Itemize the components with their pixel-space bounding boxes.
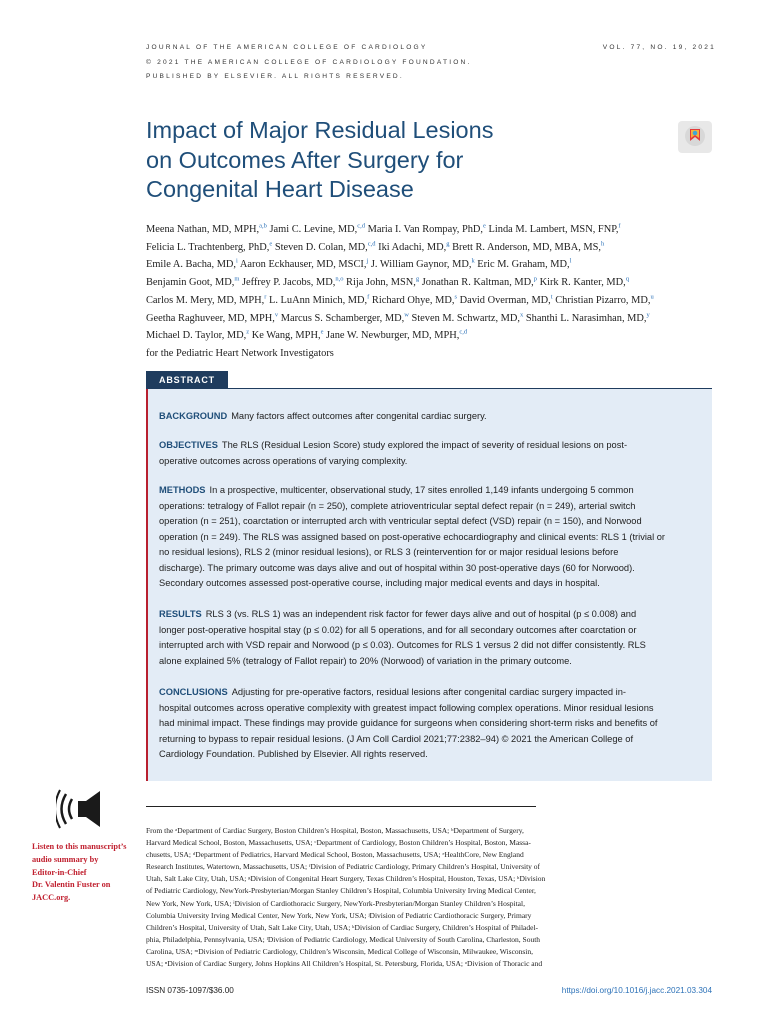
abstract-text: hospital outcomes across operative complexity with greatest impact following complex operations. Minor residual lesions xyxy=(159,702,654,713)
abstract-text: Many factors affect outcomes after congenital cardiac surgery. xyxy=(231,411,487,421)
affiliations xyxy=(146,825,636,970)
author-name: Ke Wang, MPH, xyxy=(249,330,321,342)
affiliation-marker[interactable]: j xyxy=(366,257,369,265)
volume-info: VOL. 77, NO. 19, 2021 xyxy=(602,44,716,51)
article-title xyxy=(146,116,616,205)
abstract-text: discharge). The primary outcome was days alive and out of hospital within 30 post-operative days (60 for Norwood). xyxy=(159,562,635,573)
affiliation-line: Research Institutes, Watertown, Massachusetts, USA; ᶠDivision of Pediatric Cardiology, Primary Children’s Hospital, University of xyxy=(146,862,541,872)
abstract-line xyxy=(159,607,707,623)
abstract-text: operations: tetralogy of Fallot repair (n = 250), complete atrioventricular septal defect repair (n = 249), arterial switch xyxy=(159,500,636,511)
abstract-section-conclusions xyxy=(159,685,707,763)
abstract-line xyxy=(159,545,707,561)
author-name: Rija John, MSN, xyxy=(343,277,416,289)
author-name: Shanthi L. Narasimhan, MD, xyxy=(523,312,647,324)
affiliation-marker[interactable]: s xyxy=(454,293,457,301)
affiliation-marker[interactable]: g xyxy=(446,240,450,248)
author-name: Christian Pizarro, MD, xyxy=(552,294,651,306)
affiliation-marker[interactable]: g xyxy=(415,275,420,283)
abstract-line xyxy=(159,561,707,577)
abstract-text: longer post-operative hospital stay (p ≤ 0.02) for all 5 operations, and for all secondary outcomes after coarctation or xyxy=(159,624,637,635)
author-name: Jonathan R. Kaltman, MD, xyxy=(419,277,534,289)
affiliation-marker[interactable]: f xyxy=(367,293,370,301)
abstract-text: Adjusting for pre-operative factors, residual lesions after congenital cardiac surgery impacted in- xyxy=(231,687,626,697)
abstract-section-objectives xyxy=(159,438,707,469)
author-name: Richard Ohye, MD, xyxy=(369,294,455,306)
author-name: Meena Nathan, MD, MPH, xyxy=(146,224,260,235)
abstract-line xyxy=(159,747,707,763)
abstract-section-label: BACKGROUND xyxy=(159,411,228,421)
abstract-text: The RLS (Residual Lesion Score) study explored the impact of severity of residual lesions on post- xyxy=(221,440,628,450)
doi-link[interactable]: https://doi.org/10.1016/j.jacc.2021.03.304 xyxy=(561,986,712,995)
author-name: Steven D. Colan, MD, xyxy=(272,241,368,253)
audio-line: Listen to this manuscript’s xyxy=(32,842,127,851)
author-name: J. William Gaynor, MD, xyxy=(368,259,472,271)
author-name: Brett R. Anderson, MD, MBA, MS, xyxy=(449,241,602,253)
author-list xyxy=(146,221,721,363)
author-name: Linda M. Lambert, MSN, FNP, xyxy=(485,224,619,235)
affiliation-marker[interactable]: v xyxy=(274,311,279,319)
abstract-section-label: OBJECTIVES xyxy=(159,440,218,450)
abstract-text: had minimal impact. These findings may provide guidance for surgeons when considering short-term risks and benefits of xyxy=(159,718,658,728)
abstract-text: Secondary outcomes assessed post-operative course, including major medical events and days in hospital. xyxy=(159,578,600,588)
affiliation-line: Utah, Salt Lake City, Utah, USA; ᵍDivision of Congenital Heart Surgery, Texas Children’s Hospital, Houston, Texas, USA; ʰDivision xyxy=(146,874,546,884)
abstract-line xyxy=(159,623,707,639)
title-line-3: Congenital Heart Disease xyxy=(146,176,414,202)
affiliation-line: Children’s Hospital, University of Utah, Salt Lake City, Utah, USA; ᵏDivision of Cardiac Surgery, Children’s Hospital of Philadel- xyxy=(146,922,539,932)
author-line xyxy=(146,292,721,310)
abstract-text: RLS 3 (vs. RLS 1) was an independent risk factor for fewer days alive and out of hospital (p ≤ 0.008) and xyxy=(205,609,637,619)
author-line xyxy=(146,310,721,328)
abstract-line xyxy=(159,514,707,530)
affiliation-marker[interactable]: l xyxy=(569,257,572,265)
crossmark-icon[interactable] xyxy=(678,121,712,153)
author-name: Jane W. Newburger, MD, MPH, xyxy=(323,330,460,342)
author-line xyxy=(146,327,721,345)
abstract-line xyxy=(159,454,707,470)
author-name: Jami C. Levine, MD, xyxy=(266,224,358,235)
affiliation-marker[interactable]: y xyxy=(646,311,650,319)
affiliation-marker[interactable]: c,d xyxy=(357,222,365,230)
abstract-accent-bar xyxy=(146,388,148,781)
affiliation-marker[interactable]: n,o xyxy=(335,275,344,283)
audio-line: JACC.org. xyxy=(32,893,71,903)
issn: ISSN 0735-1097/$36.00 xyxy=(146,986,234,995)
author-line xyxy=(146,239,721,257)
author-line xyxy=(146,256,721,274)
author-name: Marcus S. Schamberger, MD, xyxy=(278,312,405,324)
affiliation-marker[interactable]: z xyxy=(246,328,250,336)
abstract-line xyxy=(159,654,707,670)
abstract-text: alone explained 5% (tetralogy of Fallot repair) to 20% (Norwood) of variation in the primary outcome. xyxy=(159,655,572,666)
affiliation-marker[interactable]: q xyxy=(625,275,629,283)
affiliation-marker[interactable]: i xyxy=(236,257,238,265)
abstract-line xyxy=(159,701,707,717)
affiliation-marker[interactable]: p xyxy=(533,275,537,283)
abstract-line xyxy=(159,638,707,654)
audio-line: audio summary by xyxy=(32,854,99,864)
title-line-1: Impact of Major Residual Lesions xyxy=(146,117,494,143)
author-name: Steven M. Schwartz, MD, xyxy=(408,312,521,324)
author-name: David Overman, MD, xyxy=(457,294,551,306)
affiliation-line: chusetts, USA; ᵈDepartment of Pediatrics, Harvard Medical School, Boston, Massachusetts, USA; ᵉHealthCore, New England xyxy=(146,850,524,860)
affiliation-marker[interactable]: m xyxy=(234,275,240,283)
audio-line: Editor-in-Chief xyxy=(32,867,87,877)
author-name: Kirk R. Kanter, MD, xyxy=(536,277,626,289)
affiliation-line: USA; ⁿDivision of Cardiac Surgery, Johns Hopkins All Children’s Hospital, St. Petersburg, Florida, USA; ᵒDivision of Thoracic and xyxy=(146,959,543,969)
journal-name: JOURNAL OF THE AMERICAN COLLEGE OF CARDIOLOGY xyxy=(146,44,428,51)
affiliation-line: Harvard Medical School, Boston, Massachusetts, USA; ᶜDepartment of Cardiology, Boston Children’s Hospital, Boston, Massa- xyxy=(146,838,531,848)
affiliation-marker[interactable]: w xyxy=(404,311,409,319)
author-name: Iki Adachi, MD, xyxy=(375,241,447,253)
abstract-section-label: CONCLUSIONS xyxy=(159,687,228,697)
author-name: L. LuAnn Minich, MD, xyxy=(266,294,368,306)
affiliation-marker[interactable]: r xyxy=(264,293,267,301)
abstract-text: operation (n = 249). The RLS was assigned based on post-operative echocardiography and clinical events: RLS 1 (trivial or xyxy=(159,531,666,542)
abstract-section-background xyxy=(159,409,707,425)
author-line xyxy=(146,345,721,363)
abstract-text: returning to bypass to repair residual lesions. (J Am Coll Cardiol 2021;77:2382–94) © 2021 the American College of xyxy=(159,733,634,744)
abstract-divider xyxy=(146,388,712,389)
abstract-text: Cardiology Foundation. Published by Elsevier. All rights reserved. xyxy=(159,749,428,759)
affiliation-marker[interactable]: c,d xyxy=(459,328,468,336)
abstract-line xyxy=(159,483,707,499)
author-name: Geetha Raghuveer, MD, MPH, xyxy=(146,312,275,324)
affiliation-line: Carolina, USA; ᵐDivision of Pediatric Cardiology, Children’s Wisconsin, Medical College of Wisconsin, Milwaukee, Wisconsin, xyxy=(146,946,534,956)
copyright-line: © 2021 THE AMERICAN COLLEGE OF CARDIOLOGY FOUNDATION. xyxy=(146,58,472,66)
abstract-text: In a prospective, multicenter, observational study, 17 sites enrolled 1,149 infants undergoing 5 common xyxy=(209,485,634,495)
abstract-tab: ABSTRACT xyxy=(146,371,228,389)
abstract-line xyxy=(159,732,707,748)
author-name: Eric M. Graham, MD, xyxy=(474,259,570,271)
author-name: Maria I. Van Rompay, PhD, xyxy=(365,224,484,235)
audio-line: Dr. Valentin Fuster on xyxy=(32,880,111,890)
affiliation-marker[interactable]: e xyxy=(320,328,324,336)
abstract-line xyxy=(159,409,707,425)
abstract-line xyxy=(159,438,707,454)
abstract-line xyxy=(159,716,707,732)
abstract-text: no residual lesions), RLS 2 (minor residual lesions), or RLS 3 (reintervention for or major residual lesions before xyxy=(159,547,619,557)
author-name: Emile A. Bacha, MD, xyxy=(146,259,237,271)
affiliation-marker[interactable]: e xyxy=(269,240,273,248)
author-name: Michael D. Taylor, MD, xyxy=(146,330,247,342)
author-name: for the Pediatric Heart Network Investigators xyxy=(146,347,334,359)
affiliation-marker[interactable]: k xyxy=(471,257,475,265)
affiliation-line: of Pediatric Cardiology, NewYork-Presbyterian/Morgan Stanley Children’s Hospital, Columbia University Irving Medical Center, xyxy=(146,886,536,896)
title-line-2: on Outcomes After Surgery for xyxy=(146,146,464,173)
affiliation-line: From the ᵃDepartment of Cardiac Surgery, Boston Children’s Hospital, Boston, Massachusetts, USA; ᵇDepartment of Surgery, xyxy=(146,826,524,835)
author-name: Carlos M. Mery, MD, MPH, xyxy=(146,294,265,306)
affiliation-marker[interactable]: e xyxy=(483,222,486,230)
abstract-line xyxy=(159,499,707,515)
author-name: Aaron Eckhauser, MD, MSCI, xyxy=(237,259,367,271)
author-name: Jeffrey P. Jacobs, MD, xyxy=(239,277,336,289)
affiliation-marker[interactable]: h xyxy=(601,240,605,248)
abstract-section-methods xyxy=(159,483,707,592)
affiliation-marker[interactable]: c,d xyxy=(367,240,376,248)
footnote-divider xyxy=(146,806,536,807)
affiliation-line: phia, Philadelphia, Pennsylvania, USA; ˡDivision of Pediatric Cardiology, Medical University of South Carolina, Charleston, South xyxy=(146,934,541,944)
journal-header xyxy=(146,44,716,88)
author-name: Benjamin Goot, MD, xyxy=(146,277,235,289)
affiliation-marker[interactable]: u xyxy=(650,293,654,301)
author-line xyxy=(146,221,721,239)
affiliation-marker[interactable]: f xyxy=(618,222,621,230)
abstract-line xyxy=(159,530,707,546)
affiliation-marker[interactable]: a,b xyxy=(259,222,267,230)
affiliation-line: New York, New York, USA; ⁱDivision of Cardiothoracic Surgery, NewYork-Presbyterian/Morgan Stanley Children’s Hospital, xyxy=(146,898,525,908)
audio-summary-link[interactable] xyxy=(32,841,142,905)
abstract-line xyxy=(159,576,707,592)
abstract-section-label: RESULTS xyxy=(159,609,202,619)
abstract-line xyxy=(159,685,707,701)
abstract-text: interrupted arch with VSD repair and Norwood (p ≤ 0.03). Outcomes for RLS 1 versus 2 did not differ consistently. RLS xyxy=(159,640,646,650)
speaker-icon[interactable] xyxy=(56,787,112,831)
author-name: Felicia L. Trachtenberg, PhD, xyxy=(146,241,270,253)
abstract-text: operation (n = 251), coarctation or interrupted arch with ventricular septal defect (VSD) repair (n = 150), and Norwood xyxy=(159,516,642,526)
abstract-text: operative outcomes across operations of varying complexity. xyxy=(159,455,408,466)
affiliation-marker[interactable]: t xyxy=(550,293,553,301)
affiliation-line: Columbia University Irving Medical Center, New York, New York, USA; ʲDivision of Pediatric Cardiothoracic Surgery, Primary xyxy=(146,910,532,920)
affiliation-marker[interactable]: x xyxy=(520,311,524,319)
abstract-section-results xyxy=(159,607,707,669)
publisher-line: PUBLISHED BY ELSEVIER. ALL RIGHTS RESERVED. xyxy=(146,73,404,80)
abstract-section-label: METHODS xyxy=(159,485,206,495)
author-line xyxy=(146,274,721,292)
